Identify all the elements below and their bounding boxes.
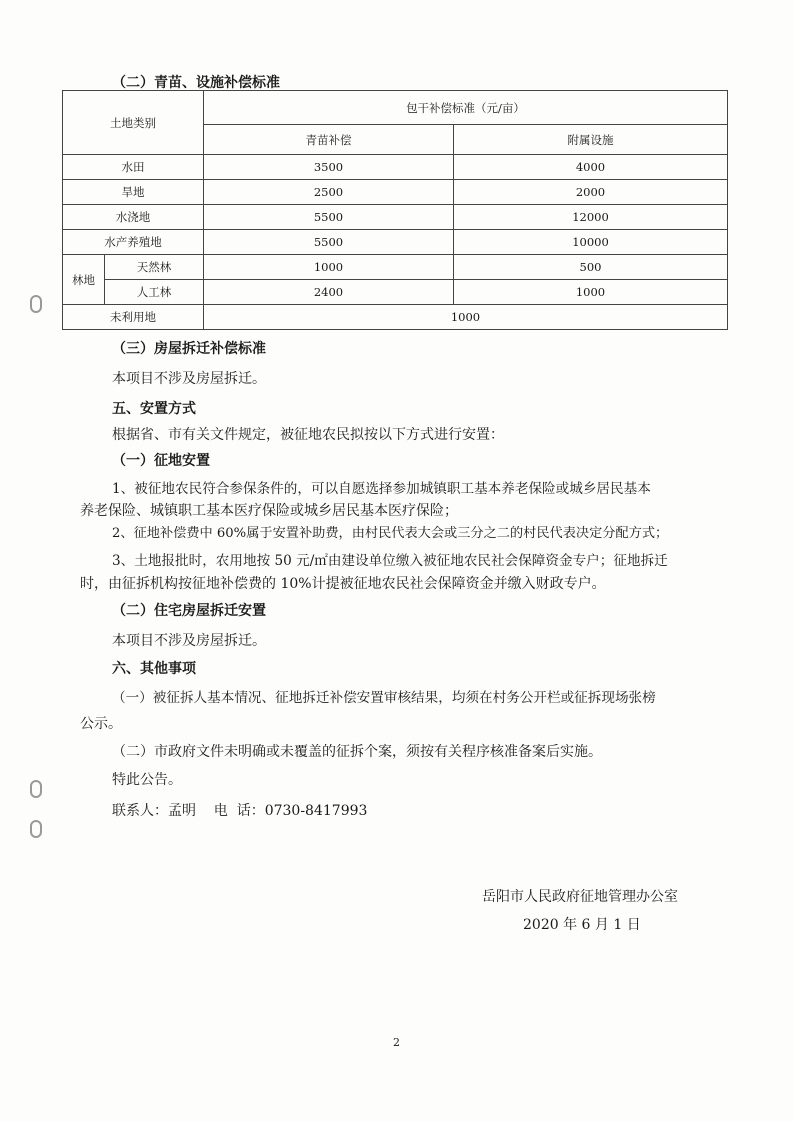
paragraph: 本项目不涉及房屋拆迁。 [112, 371, 266, 387]
paragraph: 特此公告。 [112, 772, 182, 788]
header-group: 包干补偿标准（元/亩） [204, 91, 728, 125]
paragraph: 时，由征拆机构按征地补偿费的 10%计提被征地农民社会保障资金并缴入财政专户。 [80, 576, 606, 592]
section-heading: 五、安置方式 [112, 401, 196, 417]
paragraph: 养老保险、城镇职工基本医疗保险或城乡居民基本医疗保险； [80, 503, 458, 519]
paragraph: （一）被征拆人基本情况、征地拆迁补偿安置审核结果，均须在村务公开栏或征拆现场张榜 [112, 690, 656, 706]
paragraph: 1、被征地农民符合参保条件的，可以自愿选择参加城镇职工基本养老保险或城乡居民基本 [112, 481, 651, 497]
section-heading: （一）征地安置 [112, 453, 210, 469]
table-row: 林地 天然林 1000 500 [63, 255, 728, 280]
binding-hole [30, 820, 42, 838]
compensation-table [62, 90, 728, 330]
section-heading: （三）房屋拆迁补偿标准 [112, 341, 266, 357]
section-heading: （二）青苗、设施补偿标准 [112, 75, 280, 91]
section-heading: 六、其他事项 [112, 661, 196, 677]
table-row: 水产养殖地 5500 10000 [63, 230, 728, 255]
issue-date: 2020 年 6 月 1 日 [523, 917, 641, 933]
contact-line: 联系人：孟明 电 话：0730-8417993 [112, 803, 368, 819]
header-facilities: 附属设施 [454, 125, 728, 155]
paragraph: 2、征地补偿费中 60%属于安置补助费，由村民代表大会或三分之二的村民代表决定分配方式； [112, 526, 669, 541]
page-number: 2 [393, 1036, 400, 1049]
table-row: 水浇地 5500 12000 [63, 205, 728, 230]
forest-label: 林地 [63, 255, 105, 305]
header-crops: 青苗补偿 [204, 125, 454, 155]
binding-hole [30, 295, 42, 313]
table-row: 未利用地 1000 [63, 305, 728, 330]
table-row: 水田 3500 4000 [63, 155, 728, 180]
paragraph: 公示。 [80, 716, 122, 732]
paragraph: （二）市政府文件未明确或未覆盖的征拆个案，须按有关程序核准备案后实施。 [112, 744, 602, 760]
issuer: 岳阳市人民政府征地管理办公室 [482, 889, 678, 905]
header-land-type: 土地类别 [63, 91, 204, 155]
table-row: 人工林 2400 1000 [63, 280, 728, 305]
paragraph: 根据省、市有关文件规定，被征地农民拟按以下方式进行安置： [112, 427, 504, 443]
section-heading: （二）住宅房屋拆迁安置 [112, 603, 266, 619]
paragraph: 3、土地报批时，农用地按 50 元/㎡由建设单位缴入被征地农民社会保障资金专户；征地拆迁 [112, 553, 668, 569]
paragraph: 本项目不涉及房屋拆迁。 [112, 633, 266, 649]
binding-hole [30, 780, 42, 798]
table-row: 旱地 2500 2000 [63, 180, 728, 205]
